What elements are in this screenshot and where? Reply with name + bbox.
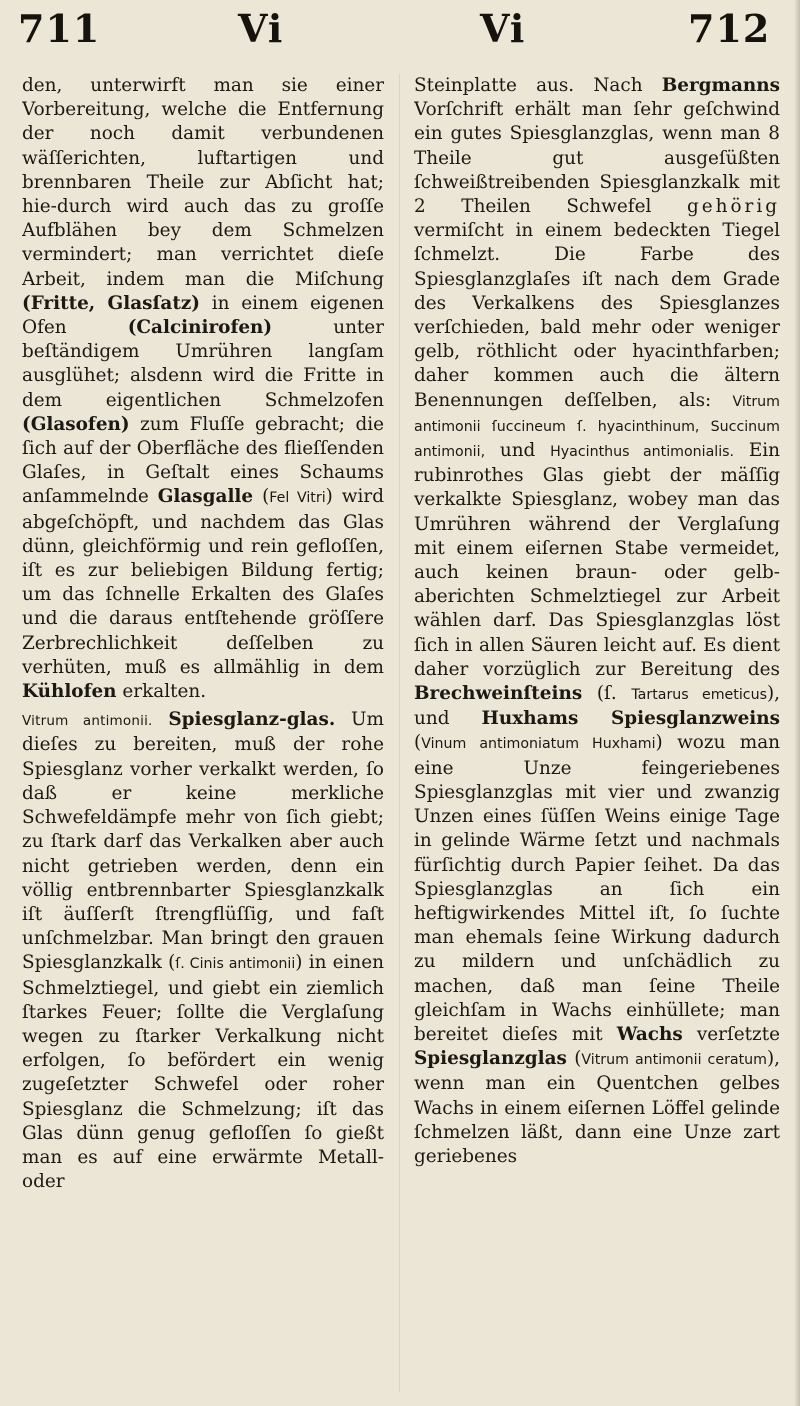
right-page-number: 712 bbox=[688, 6, 771, 51]
left-column bbox=[22, 74, 384, 1392]
paragraph: Steinplatte aus. Nach Bergmanns Vorſchrift erhält man ſehr geſchwind ein gutes Spiesglanzglas, wenn man 8 Theile gut ausgeſüßten ſchweißtreibenden Spiesglanzkalk mit 2 Theilen Schwefel gehörig vermiſcht in einem bedeckten Tiegel ſchmelzt. Die Farbe des Spiesglanzglaſes iſt nach dem Grade des Verkalkens des Spiesglanzes verſchieden, bald mehr oder weniger gelb, röthlicht oder hyacinthfarben; daher kommen auch die ältern Benennungen deſſelben, als: Vitrum antimonii ſuccineum ſ. hyacinthinum, Succinum antimonii, und Hyacinthus antimonialis. Ein rubinrothes Glas giebt der mäſſig verkalkte Spiesglanz, wobey man das Umrühren während der Verglaſung mit einem eiſernen Stabe vermeidet, auch keinen braun- oder gelb-aberichten Schmelztiegel zur Arbeit wählen darf. Das Spiesglanzglas löst ſich in allen Säuren leicht auf. Es dient daher vorzüglich zur Bereitung des Brechweinſteins (ſ. Tartarus emeticus), und Huxhams Spiesglanzweins (Vinum antimoniatum Huxhami) wozu man eine Unze feingeriebenes Spiesglanzglas mit vier und zwanzig Unzen eines ſüſſen Weins einige Tage in gelinde Wärme ſetzt und nachmals fürſichtig durch Papier ſeihet. Da das Spiesglanzglas an ſich ein heftigwirkendes Mittel iſt, ſo ſuchte man ehemals ſeine Wirkung dadurch zu mildern und unſchädlich zu machen, daß man ſeine Theile gleichſam in Wachs einhüllete; man bereitet dieſes mit Wachs verſetzte Spiesglanzglas (Vitrum antimonii ceratum), wenn man ein Quentchen gelbes Wachs in einem eiſernen Löffel gelinde ſchmelzen läßt, dann eine Unze zart geriebenes bbox=[414, 75, 780, 1167]
right-column bbox=[414, 74, 780, 1392]
column-gutter bbox=[399, 74, 400, 1392]
left-page-number: 711 bbox=[18, 6, 101, 51]
page-edge-shadow bbox=[794, 0, 800, 1406]
entry-lemma: Vitrum antimonii. bbox=[22, 713, 153, 730]
left-running-head: Vi bbox=[238, 6, 284, 51]
page-header bbox=[0, 6, 800, 68]
dictionary-entry: Vitrum antimonii. Spiesglanz-glas. Um dieſes zu bereiten, muß der rohe Spiesglanz vorher verkalkt werden, ſo daß er keine merkliche Schwefeldämpfe mehr von ſich giebt; zu ſtark darf das Verkalken aber auch nicht getrieben werden, denn ein völlig entbrennbarter Spiesglanzkalk iſt äuſſerſt ſtrengflüſſig, und faſt unſchmelzbar. Man bringt den grauen Spiesglanzkalk (ſ. Cinis antimonii) in einen Schmelztiegel, und giebt ein ziemlich ſtarkes Feuer; ſollte die Verglaſung wegen zu ſtarker Verkalkung nicht erfolgen, ſo befördert ein wenig zugeſetzter Schwefel oder roher Spiesglanz die Schmelzung; iſt das Glas dünn genug gefloſſen ſo gießt man es auf eine erwärmte Metall- oder bbox=[22, 709, 384, 1193]
paragraph: den, unterwirft man sie einer Vorbereitung, welche die Entfernung der noch damit verbundenen wäſſerichten, luftartigen und brennbaren Theile zur Abſicht hat; hie-durch wird auch das zu groſſe Aufblähen bey dem Schmelzen vermindert; man verrichtet dieſe Arbeit, indem man die Miſchung (Fritte, Glasſatz) in einem eigenen Ofen (Calcinirofen) unter beſtändigem Umrühren langſam ausglühet; alsdenn wird die Fritte in dem eigentlichen Schmelzofen (Glasofen) zum Fluſſe gebracht; die ſich auf der Oberfläche des flieſſenden Glaſes, in Geſtalt eines Schaums anſammelnde Glasgalle (Fel Vitri) wird abgeſchöpft, und nachdem das Glas dünn, gleichförmig und rein gefloſſen, iſt es zur beliebigen Bildung fertig; um das ſchnelle Erkalten des Glaſes und die daraus entſtehende gröſſere Zerbrechlichkeit deſſelben zu verhüten, muß es allmählig in dem Kühlofen erkalten. bbox=[22, 75, 384, 703]
right-running-head: Vi bbox=[480, 6, 526, 51]
entry-headword: Spiesglanz-glas. bbox=[168, 709, 336, 731]
